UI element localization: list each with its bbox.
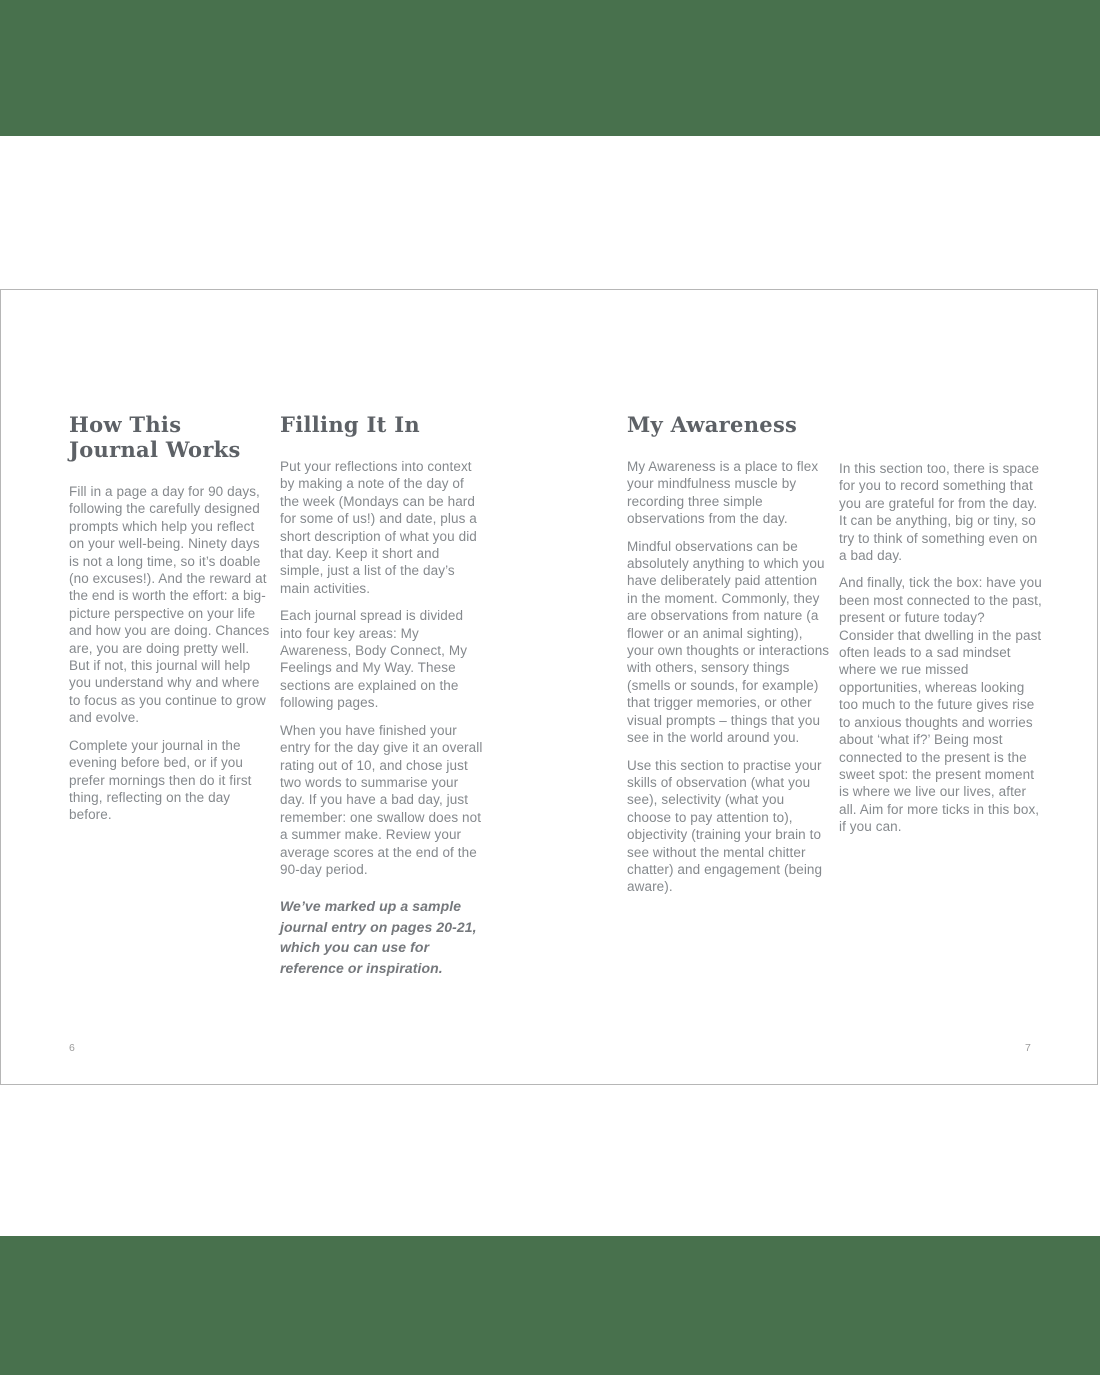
body-paragraph: And finally, tick the box: have you been most connected to the past, present or future today? Consider that dwelling in the past often leads to a sad mindset where we rue missed opportunities, whereas looking too much to the future gives rise to anxious thoughts and worries about ‘what if?’ Being most connected to the present is the sweet spot: the present moment is where we live our lives, after all. Aim for more ticks in this box, if you can. <box>839 575 1042 835</box>
page-number-left: 6 <box>69 1042 75 1054</box>
body-paragraph: Complete your journal in the evening before bed, or if you prefer mornings then do it first thing, reflecting on the day before. <box>69 737 252 823</box>
section-heading-how-this-journal-works <box>69 412 272 462</box>
left-page-intro-column <box>69 412 272 834</box>
my-awareness-left-column <box>627 412 830 906</box>
section-heading-filling-it-in: Filling It In <box>280 412 420 437</box>
filling-it-in-column <box>280 412 483 988</box>
body-paragraph: When you have finished your entry for the day give it an overall rating out of 10, and chose just two words to summarise your day. If you have a bad day, just remember: one swallow does not a summer make. Review your average scores at the end of the 90-day period. <box>280 722 483 877</box>
body-paragraph: Use this section to practise your skills of observation (what you see), selectivity (what you choose to pay attention to), objectivity (training your brain to see without the mental chitter chatter) and engagement (being aware). <box>627 757 823 895</box>
body-paragraph: Mindful observations can be absolutely anything to which you have deliberately paid attention in the moment. Commonly, they are observations from nature (a flower or an animal sighting), your own thoughts or interactions with others, sensory things (smells or sounds, for example) that trigger memories, or other visual prompts – things that you see in the world around you. <box>627 538 830 746</box>
section-heading-my-awareness: My Awareness <box>627 412 798 437</box>
heading-line: How This <box>69 412 182 437</box>
body-paragraph: Put your reflections into context by making a note of the day of the week (Mondays can be hard for some of us!) and date, plus a short description of what you did that day. Keep it short and simple, just a list of the day’s main activities. <box>280 459 477 596</box>
body-paragraph: My Awareness is a place to flex your mindfulness muscle by recording three simple observations from the day. <box>627 459 819 527</box>
body-paragraph: Fill in a page a day for 90 days, following the carefully designed prompts which help you reflect on your well-being. Ninety days is not a long time, so it’s doable (no excuses!). And the reward at the end is worth the effort: a big-picture perspective on your life and how you are doing. Chances are, you are doing pretty well. But if not, this journal will help you understand why and where to focus as you continue to grow and evolve. <box>69 484 270 726</box>
italic-note-sample-entry: We’ve marked up a sample journal entry on pages 20-21, which you can use for reference or inspiration. <box>280 898 477 976</box>
bottom-green-band <box>0 1236 1100 1375</box>
page-number-right: 7 <box>1025 1042 1031 1054</box>
journal-page-spread <box>0 289 1098 1085</box>
heading-line: Journal Works <box>69 437 241 462</box>
body-paragraph: In this section too, there is space for you to record something that you are grateful for from the day. It can be anything, big or tiny, so try to think of something even on a bad day. <box>839 461 1040 564</box>
top-green-band <box>0 0 1100 136</box>
body-paragraph: Each journal spread is divided into four key areas: My Awareness, Body Connect, My Feelings and My Way. These sections are explained on the following pages. <box>280 608 468 711</box>
my-awareness-right-column <box>839 460 1042 846</box>
